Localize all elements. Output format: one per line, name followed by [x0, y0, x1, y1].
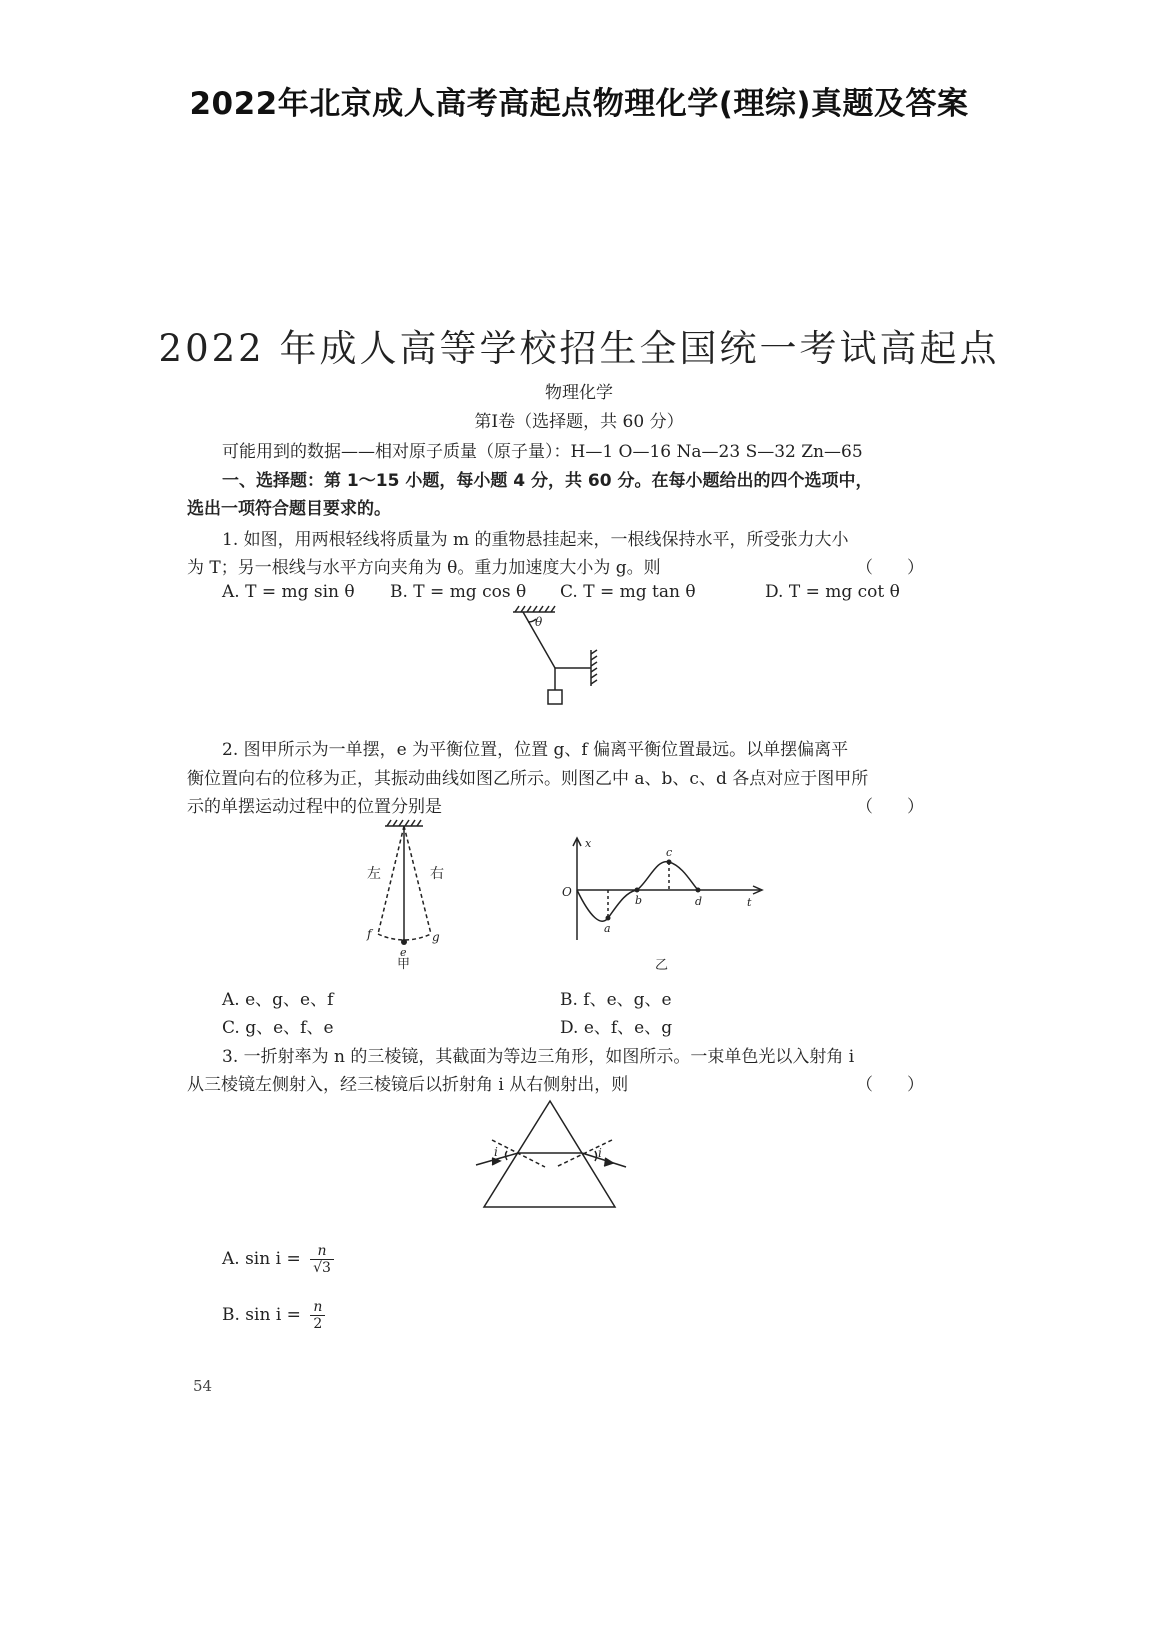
q1-theta-label: θ	[535, 615, 543, 629]
q2-t-axis-label: t	[747, 896, 752, 909]
q2-fig-yi-caption: 乙	[655, 958, 669, 973]
q2-point-b-label: b	[635, 894, 643, 907]
q2-g-label: g	[432, 930, 440, 944]
section-instructions-line2: 选出一项符合题目要求的。	[187, 499, 391, 519]
q2-point-a-label: a	[604, 922, 611, 935]
q3-option-b	[222, 1299, 325, 1332]
q1-answer-blank: （ ）	[856, 558, 924, 578]
q3-option-b-prefix: B. sin i =	[222, 1305, 301, 1325]
q2-point-d-label: d	[695, 895, 703, 908]
q2-answer-blank: （ ）	[856, 797, 924, 817]
q2-origin-label: O	[562, 885, 572, 899]
q3-option-a-numerator: n	[310, 1243, 334, 1260]
q2-option-b: B. f、e、g、e	[560, 990, 672, 1010]
q1-option-a: A. T = mg sin θ	[222, 582, 355, 602]
q3-incident-angle-label: i	[494, 1145, 498, 1159]
exam-title: 2022 年成人高等学校招生全国统一考试高起点	[158, 327, 1000, 370]
atomic-mass-note: 可能用到的数据——相对原子质量（原子量）：H—1 O—16 Na—23 S—32 Zn—65	[222, 442, 863, 462]
q3-exit-angle-label: i	[598, 1146, 602, 1160]
q2-option-d: D. e、f、e、g	[560, 1018, 673, 1038]
q3-prism-figure	[470, 1095, 640, 1220]
q1-option-d: D. T = mg cot θ	[765, 582, 900, 602]
q1-stem-line2: 为 T；另一根线与水平方向夹角为 θ。重力加速度大小为 g。则	[187, 558, 661, 578]
page-number: 54	[193, 1377, 213, 1395]
q2-right-label: 右	[430, 866, 444, 882]
section-instructions-line1: 一、选择题：第 1～15 小题，每小题 4 分，共 60 分。在每小题给出的四个选项中，	[222, 471, 873, 491]
q2-option-a: A. e、g、e、f	[222, 990, 334, 1010]
q2-point-c-label: c	[666, 846, 673, 859]
q3-option-a-fraction	[310, 1243, 334, 1276]
document-title: 2022年北京成人高考高起点物理化学(理综)真题及答案	[189, 86, 969, 122]
q3-stem-line2: 从三棱镜左侧射入，经三棱镜后以折射角 i 从右侧射出，则	[187, 1075, 629, 1095]
q3-option-a-denominator: √3	[313, 1260, 331, 1276]
q2-stem-line1: 2. 图甲所示为一单摆，e 为平衡位置，位置 g、f 偏离平衡位置最远。以单摆偏离平	[222, 740, 849, 760]
volume-heading: 第Ⅰ卷（选择题，共 60 分）	[474, 412, 684, 432]
q2-vibration-graph	[555, 832, 775, 977]
q3-answer-blank: （ ）	[856, 1075, 924, 1095]
q2-f-label: f	[367, 927, 372, 941]
q3-stem-line1: 3. 一折射率为 n 的三棱镜，其截面为等边三角形，如图所示。一束单色光以入射角 i	[222, 1047, 855, 1067]
q2-pendulum-figure	[345, 818, 465, 978]
q3-option-b-fraction	[310, 1299, 325, 1332]
q3-option-b-denominator: 2	[313, 1316, 323, 1332]
q1-option-c: C. T = mg tan θ	[560, 582, 696, 602]
q2-left-label: 左	[367, 866, 381, 882]
q2-fig-jia-caption: 甲	[397, 957, 411, 972]
q3-option-a-prefix: A. sin i =	[222, 1249, 301, 1269]
q2-x-axis-label: x	[585, 837, 592, 850]
subject-heading: 物理化学	[545, 383, 613, 403]
q2-stem-line2: 衡位置向右的位移为正，其振动曲线如图乙所示。则图乙中 a、b、c、d 各点对应于图甲所	[187, 769, 869, 789]
q1-stem-line1: 1. 如图，用两根轻线将质量为 m 的重物悬挂起来，一根线保持水平，所受张力大小	[222, 530, 849, 550]
q3-option-a	[222, 1243, 334, 1276]
q1-option-b: B. T = mg cos θ	[390, 582, 527, 602]
q2-stem-line3: 示的单摆运动过程中的位置分别是	[187, 797, 442, 817]
q2-e-label: e	[400, 946, 407, 959]
q3-option-b-numerator: n	[310, 1299, 325, 1316]
q2-option-c: C. g、e、f、e	[222, 1018, 334, 1038]
q1-figure	[495, 600, 625, 720]
